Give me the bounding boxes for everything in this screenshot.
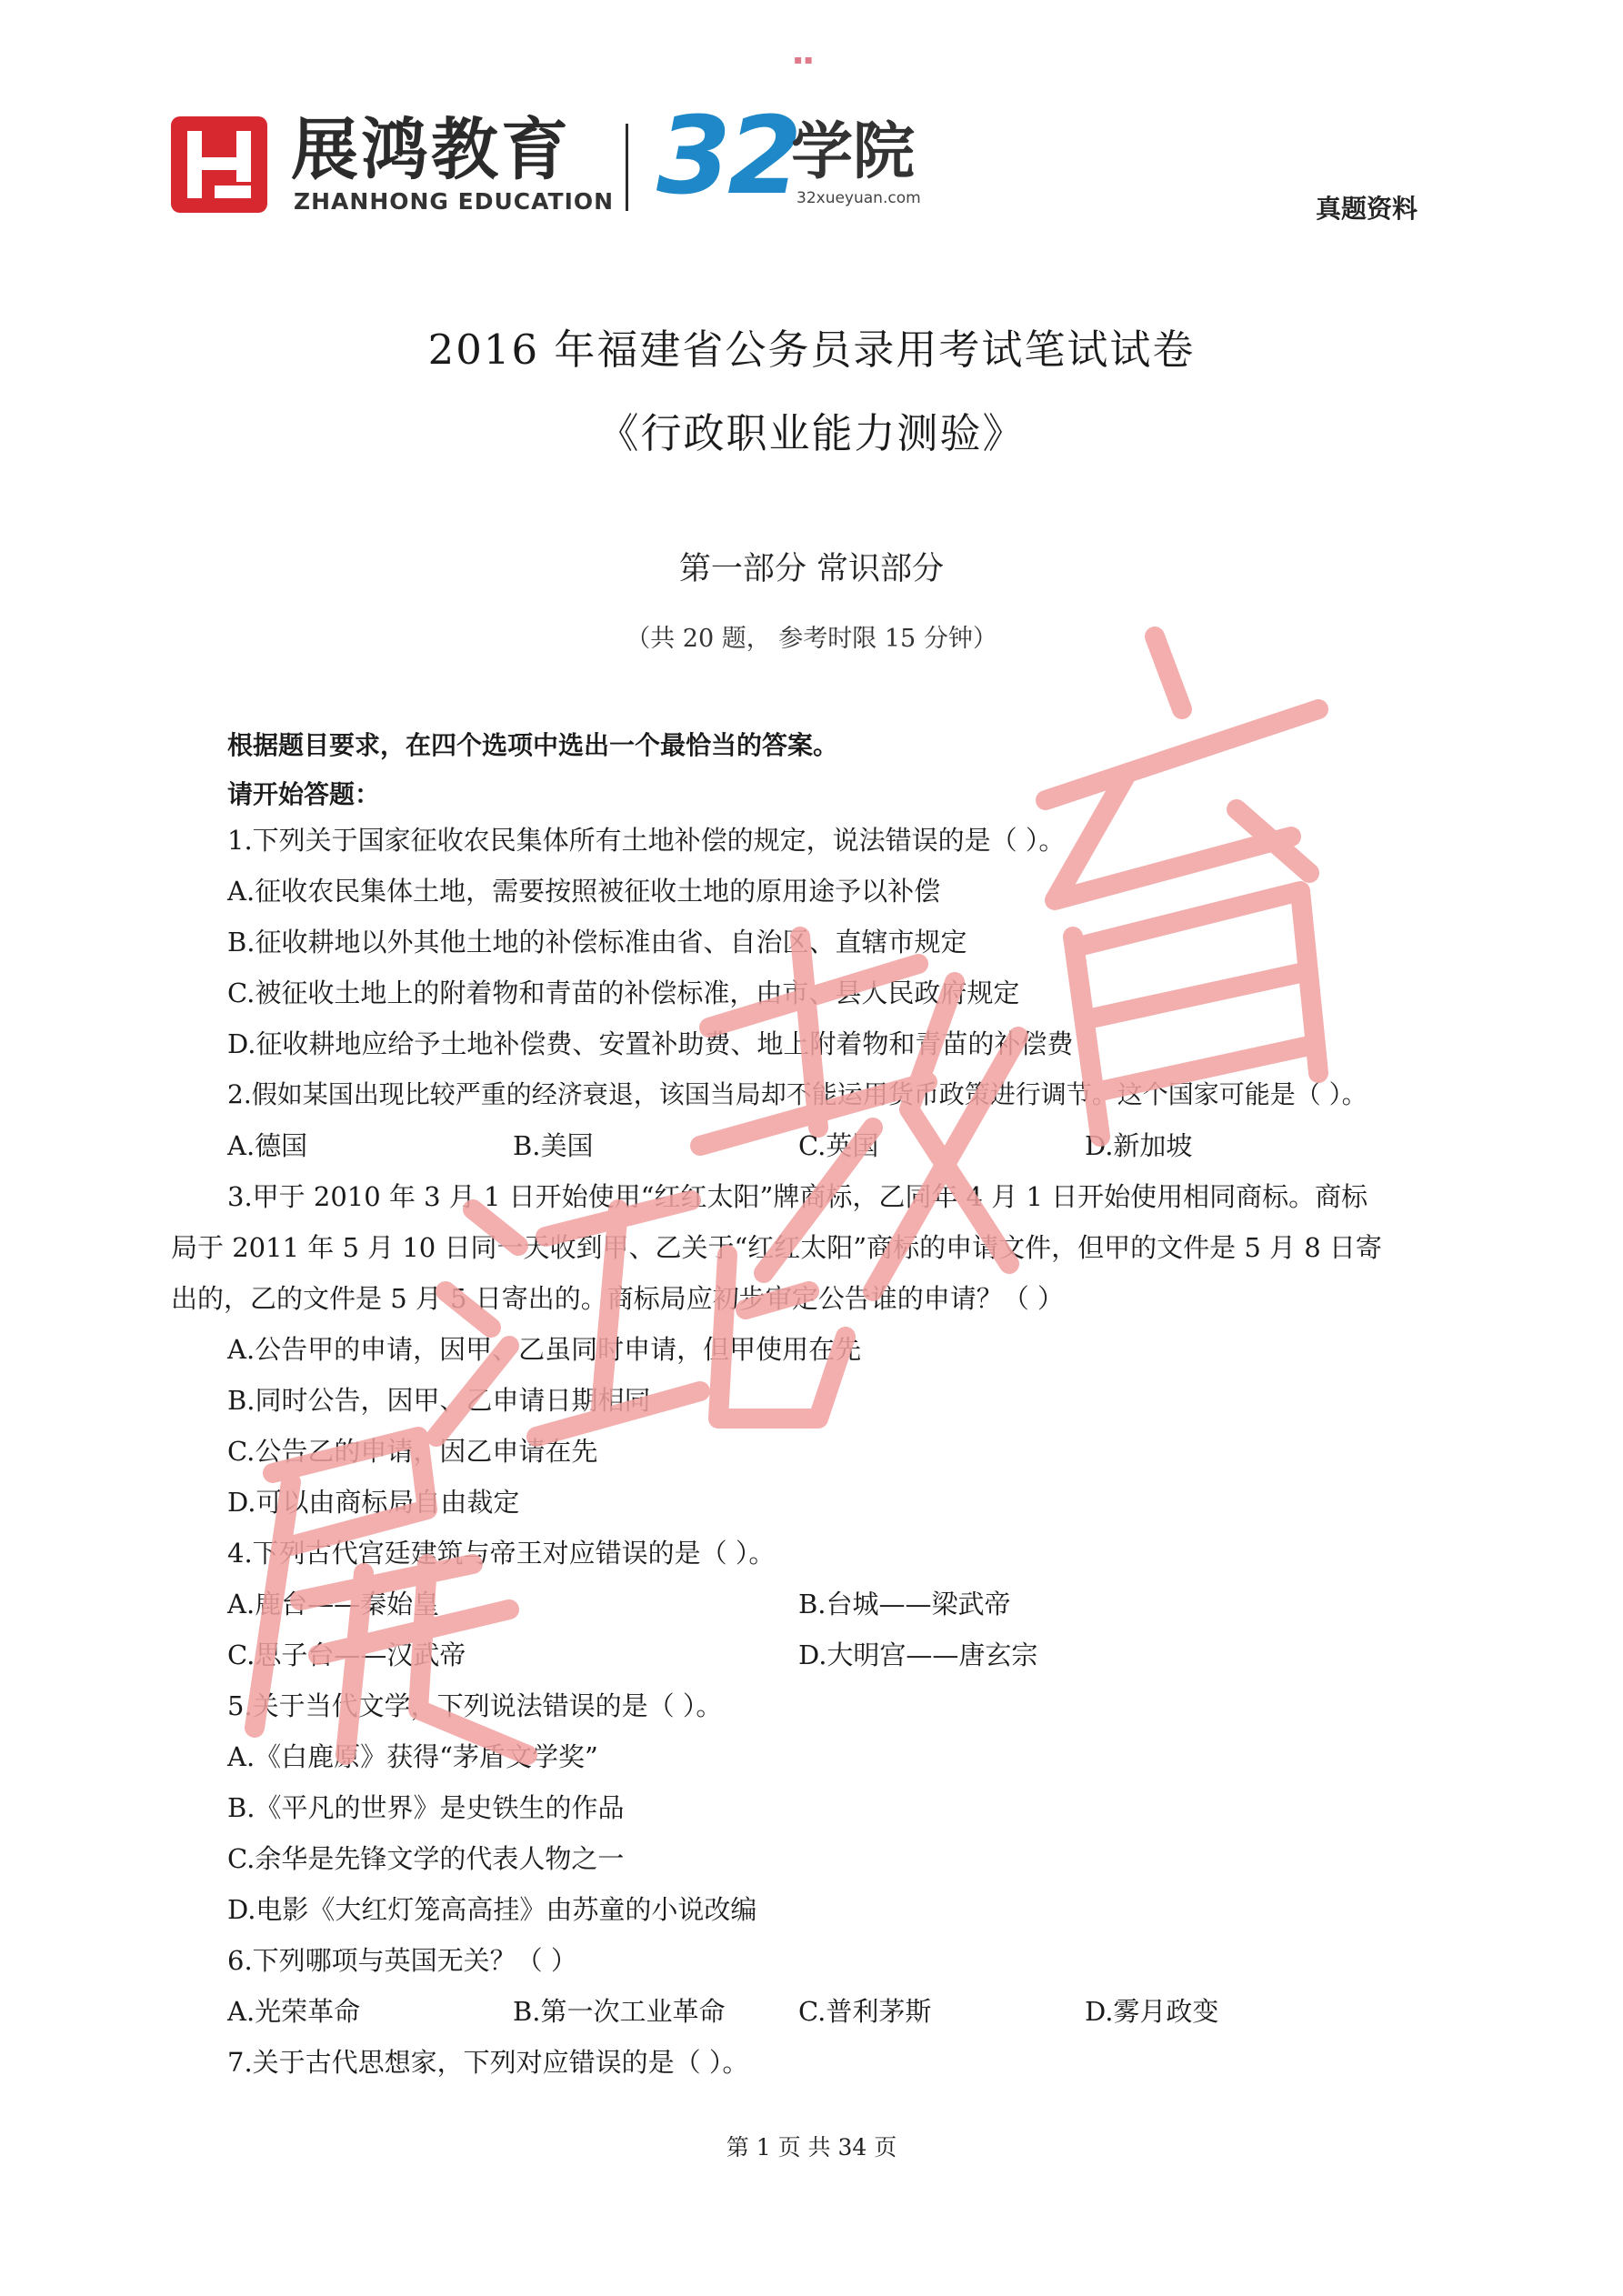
section-note: （共 20 题， 参考时限 15 分钟） [626, 625, 997, 653]
instruction-line: 根据题目要求，在四个选项中选出一个最恰当的答案。 [227, 730, 839, 760]
question-2-option-b: B.美国 [513, 1130, 594, 1161]
question-5-stem: 5.关于当代文学，下列说法错误的是（ ）。 [227, 1690, 723, 1721]
question-2-option-a: A.德国 [227, 1130, 308, 1161]
page-number: 第 1 页 共 34 页 [726, 2134, 897, 2161]
question-5-option-c: C.余华是先锋文学的代表人物之一 [227, 1843, 625, 1874]
question-3-option-b: B.同时公告，因甲、乙申请日期相同 [227, 1385, 651, 1416]
question-5-option-d: D.电影《大红灯笼高高挂》由苏童的小说改编 [227, 1894, 757, 1925]
question-3-option-c: C.公告乙的申请，因乙申请在先 [227, 1436, 598, 1467]
question-7-stem: 7.关于古代思想家，下列对应错误的是（ ）。 [227, 2047, 749, 2078]
question-6-option-a: A.光荣革命 [227, 1996, 361, 2027]
xueyuan-logo-url: 32xueyuan.com [796, 189, 921, 207]
zhanhong-logo-text: 展鸿教育 [291, 111, 571, 189]
question-4-option-a: A.鹿台——秦始皇 [227, 1589, 440, 1619]
question-6-option-c: C.普利茅斯 [798, 1996, 932, 2027]
exam-subtitle: 《行政职业能力测验》 [597, 409, 1026, 457]
question-4-stem: 4.下列古代宫廷建筑与帝王对应错误的是（ ）。 [227, 1538, 776, 1569]
question-3-stem-line2: 局于 2011 年 5 月 10 日同一天收到甲、乙关于“红红太阳”商标的申请文件，但甲的文件是 5 月 8 日寄 [171, 1232, 1382, 1263]
logo-divider [626, 124, 628, 211]
xueyuan-logo-text: 学院 [791, 116, 916, 188]
question-3-option-d: D.可以由商标局自由裁定 [227, 1487, 520, 1518]
start-prompt: 请开始答题： [227, 779, 381, 809]
question-1-option-c: C.被征收土地上的附着物和青苗的补偿标准，由市、县人民政府规定 [227, 978, 1020, 1008]
question-3-stem-line1: 3.甲于 2010 年 3 月 1 日开始使用“红红太阳”牌商标，乙同年 4 月 1 日开始使用相同商标。商标 [227, 1181, 1368, 1212]
xueyuan-logo-number: 32 [656, 93, 799, 218]
question-2-option-d: D.新加坡 [1085, 1130, 1193, 1161]
question-4-option-b: B.台城——梁武帝 [798, 1589, 1011, 1619]
question-5-option-b: B.《平凡的世界》是史铁生的作品 [227, 1792, 625, 1823]
question-1-stem: 1.下列关于国家征收农民集体所有土地补偿的规定，说法错误的是（ ）。 [227, 825, 1066, 856]
question-2-stem: 2.假如某国出现比较严重的经济衰退，该国当局却不能运用货币政策进行调节。这个国家可能是（ ）。 [227, 1079, 1368, 1109]
question-6-option-b: B.第一次工业革命 [513, 1996, 726, 2027]
exam-title: 2016 年福建省公务员录用考试笔试试卷 [427, 326, 1196, 374]
question-1-option-d: D.征收耕地应给予土地补偿费、安置补助费、地上附着物和青苗的补偿费 [227, 1028, 1074, 1059]
question-5-option-a: A.《白鹿原》获得“茅盾文学奖” [227, 1741, 598, 1772]
question-3-stem-line3: 出的，乙的文件是 5 月 5 日寄出的。商标局应初步审定公告谁的申请？（ ） [171, 1283, 1064, 1314]
question-1-option-b: B.征收耕地以外其他土地的补偿标准由省、自治区、直辖市规定 [227, 927, 967, 958]
question-3-option-a: A.公告甲的申请，因甲、乙虽同时申请，但甲使用在先 [227, 1334, 862, 1365]
top-mark: ▪▪ [794, 53, 815, 67]
document-tag: 真题资料 [1316, 194, 1418, 224]
question-4-option-d: D.大明宫——唐玄宗 [798, 1639, 1038, 1670]
question-6-option-d: D.雾月政变 [1085, 1996, 1219, 2027]
question-4-option-c: C.思子台——汉武帝 [227, 1639, 466, 1670]
question-1-option-a: A.征收农民集体土地，需要按照被征收土地的原用途予以补偿 [227, 876, 941, 907]
zhanhong-logo-subtitle: ZHANHONG EDUCATION [294, 188, 615, 215]
question-6-stem: 6.下列哪项与英国无关？（ ） [227, 1945, 577, 1976]
question-2-option-c: C.英国 [798, 1130, 879, 1161]
section-heading: 第一部分 常识部分 [678, 551, 945, 587]
zhanhong-logo-icon [171, 116, 267, 213]
